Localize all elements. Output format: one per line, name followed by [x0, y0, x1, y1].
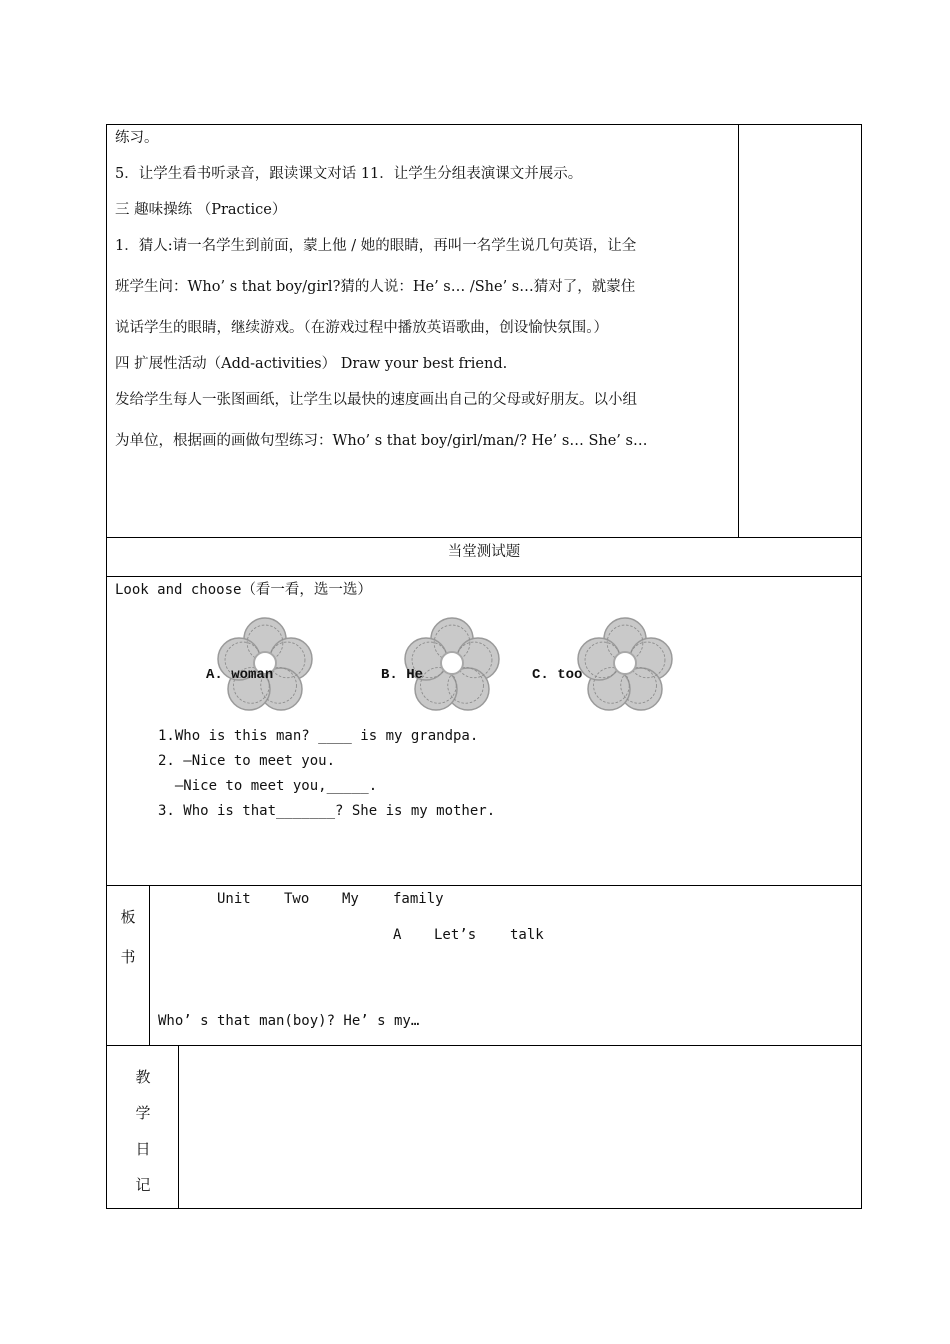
row-divider-quiz-header-top: [106, 537, 862, 538]
flower-icon-c: [575, 615, 675, 715]
diary-label-char-4: 记: [135, 1176, 151, 1194]
board-subtitle-word-1: A: [393, 927, 402, 943]
board-title-word-1: Unit: [217, 891, 251, 907]
lesson-side-divider: [738, 124, 739, 538]
board-label-char-1: 板: [120, 908, 136, 926]
lesson-line-2: 5．让学生看书听录音，跟读课文对话 11．让学生分组表演课文并展示。: [115, 166, 583, 182]
row-divider-quiz-header-bottom: [106, 576, 862, 577]
option-c-word: too: [557, 667, 583, 683]
board-label-char-2: 书: [120, 948, 136, 966]
board-title-word-4: family: [393, 891, 444, 907]
quiz-instruction-en: Look and choose: [115, 582, 242, 598]
option-a-word: woman: [231, 667, 274, 683]
flower-icon-a: [215, 615, 315, 715]
board-label-divider: [149, 885, 150, 1046]
option-b: [381, 667, 423, 683]
board-title-word-2: Two: [284, 891, 310, 907]
flower-icon-b: [402, 615, 502, 715]
table-top-border: [106, 124, 862, 125]
table-left-border: [106, 124, 107, 1209]
diary-label-char-1: 教: [135, 1068, 151, 1086]
table-bottom-border: [106, 1208, 862, 1209]
option-c-label: C.: [532, 667, 549, 683]
quiz-header: 当堂测试题: [447, 544, 521, 560]
diary-label-divider: [178, 1045, 179, 1209]
question-2: 2. —Nice to meet you.: [158, 753, 336, 769]
diary-label-char-3: 日: [135, 1140, 151, 1158]
option-c: [532, 667, 582, 683]
diary-label-char-2: 学: [135, 1104, 151, 1122]
question-1: 1.Who is this man? ____ is my grandpa.: [158, 728, 479, 744]
row-divider-diary-top: [106, 1045, 862, 1046]
lesson-line-7: 四 扩展性活动（Add-activities） Draw your best friend.: [115, 356, 508, 372]
board-title-word-3: My: [342, 891, 359, 907]
lesson-line-8: 发给学生每人一张图画纸，让学生以最快的速度画出自己的父母或好朋友。以小组: [115, 392, 637, 408]
board-sentence: Who’ s that man(boy)? He’ s my…: [158, 1013, 420, 1029]
question-2-reply: —Nice to meet you,_____.: [158, 778, 378, 794]
option-a-label: A.: [206, 667, 223, 683]
lesson-line-4: 1．猜人:请一名学生到前面，蒙上他 / 她的眼睛，再叫一名学生说几句英语，让全: [115, 238, 637, 254]
quiz-instruction-cn: （看一看，选一选）: [241, 582, 372, 598]
option-b-label: B.: [381, 667, 398, 683]
quiz-instruction: [115, 580, 372, 600]
option-b-word: He: [406, 667, 424, 683]
lesson-line-5: 班学生问：Who’ s that boy/girl?猜的人说：He’ s… /She’ s…猜对了，就蒙住: [115, 279, 636, 295]
board-subtitle-word-3: talk: [510, 927, 544, 943]
lesson-line-6: 说话学生的眼睛，继续游戏。（在游戏过程中播放英语歌曲，创设愉快氛围。）: [115, 320, 608, 336]
question-3: 3. Who is that_______? She is my mother.: [158, 803, 496, 819]
row-divider-board-top: [106, 885, 862, 886]
option-a: [206, 667, 273, 683]
lesson-line-9: 为单位，根据画的画做句型练习：Who’ s that boy/girl/man/? He’ s… She’ s…: [115, 433, 648, 449]
lesson-line-1: 练习。: [115, 130, 159, 146]
board-subtitle-word-2: Let’s: [434, 927, 477, 943]
lesson-line-3: 三 趣味操练 （Practice）: [115, 202, 287, 218]
table-right-border: [861, 124, 862, 1209]
